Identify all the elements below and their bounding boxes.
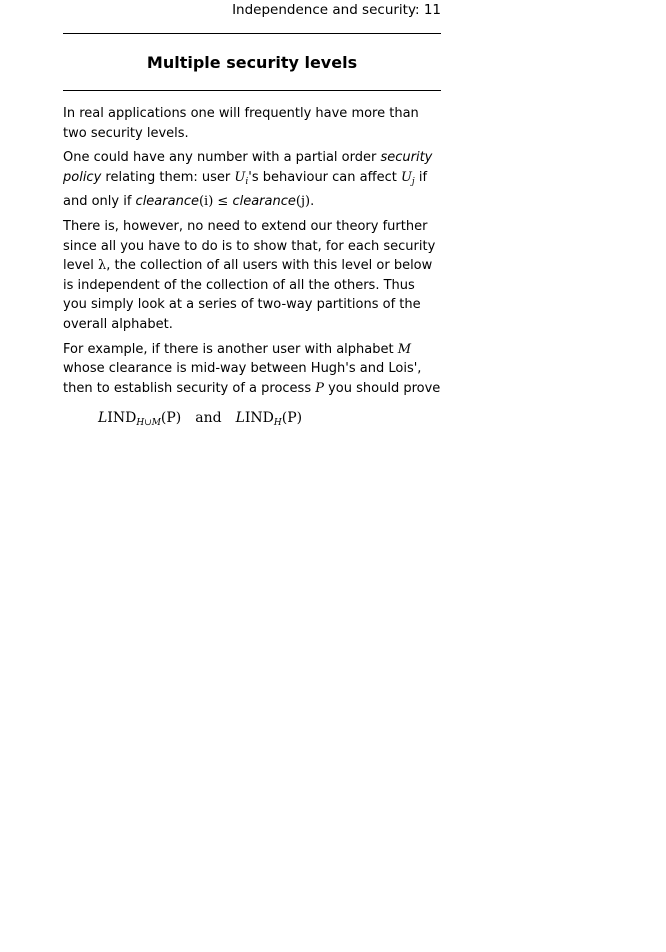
user-ui-subscript: i xyxy=(245,176,249,187)
p2-text-e: . xyxy=(310,194,315,210)
leq-symbol: ≤ xyxy=(213,194,233,210)
user-uj-subscript: j xyxy=(411,176,415,187)
page-title: Multiple security levels xyxy=(146,53,358,72)
lhs-script-l: L xyxy=(98,410,108,426)
lhs-ind: IND xyxy=(107,410,137,426)
top-rule xyxy=(63,33,441,34)
rhs-script-l: L xyxy=(235,410,245,426)
display-formula xyxy=(98,407,302,434)
clearance-i-term: clearance xyxy=(135,194,199,210)
lambda-symbol: λ xyxy=(98,258,107,274)
conjunction-and: and xyxy=(195,410,222,426)
p2-text-c: 's behaviour can affect xyxy=(248,169,401,185)
p2-text-d: if and only if xyxy=(63,169,428,210)
user-uj: U xyxy=(400,169,412,185)
body-text xyxy=(63,104,441,403)
clearance-j-arg: (j) xyxy=(295,194,311,210)
lhs-arg: (P) xyxy=(160,410,182,426)
security-policy-term: security policy xyxy=(63,150,433,185)
process-p: P xyxy=(315,380,324,396)
p4-text-a: For example, if there is another user with alphabet xyxy=(63,341,398,357)
rhs-arg: (P) xyxy=(281,410,303,426)
p2-text-b: relating them: user xyxy=(101,169,235,185)
running-header: Independence and security: 11 xyxy=(232,2,441,18)
paragraph-1: In real applications one will frequently have more than two security levels. xyxy=(63,106,419,141)
paragraph-3 xyxy=(63,217,441,335)
user-ui: U xyxy=(234,169,246,185)
paragraph-2 xyxy=(63,148,441,212)
p2-text-a: One could have any number with a partial order xyxy=(63,150,381,166)
p3-text-a: There is, however, no need to extend our theory further since all you have to do is to show that, for each security level xyxy=(63,218,436,274)
p4-text-c: you should prove xyxy=(323,380,441,396)
title-rule xyxy=(63,90,441,91)
alphabet-m: M xyxy=(397,341,412,357)
paragraph-4 xyxy=(63,340,441,399)
rhs-subscript: H xyxy=(273,418,282,428)
p4-text-b: whose clearance is mid-way between Hugh's and Lois', then to establish security of a process xyxy=(63,361,422,396)
p3-text-b: , the collection of all users with this level or below is independent of the collection of all the others. Thus you simply look at a series of two-way partitions of the overall alphabet. xyxy=(63,258,433,332)
rhs-ind: IND xyxy=(244,410,274,426)
lhs-subscript: H∪M xyxy=(136,418,161,428)
clearance-j-term: clearance xyxy=(232,194,296,210)
clearance-i-arg: (i) xyxy=(198,194,214,210)
